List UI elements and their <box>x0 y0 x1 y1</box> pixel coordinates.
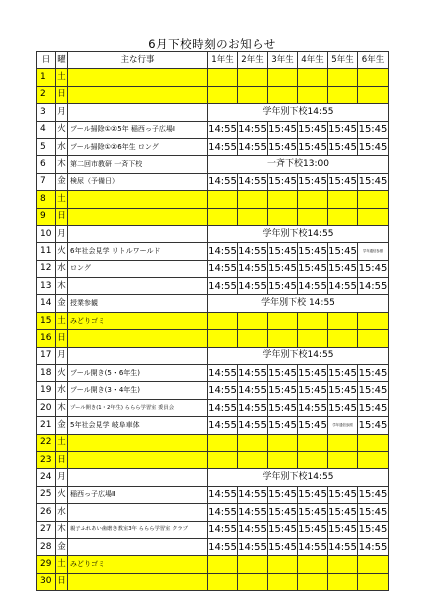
table-row <box>37 225 389 242</box>
weekday-cell: 水 <box>56 138 68 155</box>
time-cell-grade-4: 15:45 <box>298 486 328 503</box>
time-cell-grade-3: 15:45 <box>268 504 298 521</box>
time-cell-grade-5: 15:45 <box>328 365 358 382</box>
weekday-cell: 日 <box>56 330 68 347</box>
time-cell-grade-2 <box>238 86 268 103</box>
event-cell <box>68 69 208 86</box>
time-cell-grade-3: 15:45 <box>268 382 298 399</box>
time-cell-grade-6 <box>358 573 389 590</box>
event-cell <box>68 278 208 295</box>
time-cell-grade-1 <box>208 573 238 590</box>
time-cell-grade-3 <box>268 434 298 451</box>
time-cell-grade-5: 15:45 <box>328 173 358 190</box>
weekday-cell: 木 <box>56 278 68 295</box>
header-grade-6: 6年生 <box>358 52 389 69</box>
time-cell-grade-2 <box>238 451 268 468</box>
table-row <box>37 347 389 364</box>
event-cell <box>68 573 208 590</box>
time-cell-grade-6: 14:55 <box>358 278 389 295</box>
time-cell-grade-2 <box>238 330 268 347</box>
dismissal-span-cell <box>208 469 389 486</box>
time-cell-grade-1: 14:55 <box>208 538 238 555</box>
time-cell-grade-4: 15:45 <box>298 243 328 260</box>
time-cell-grade-6: 14:55 <box>358 538 389 555</box>
event-cell <box>68 191 208 208</box>
time-cell-grade-1: 14:55 <box>208 138 238 155</box>
time-cell-grade-6: 15:45 <box>358 486 389 503</box>
weekday-cell: 土 <box>56 69 68 86</box>
time-cell-grade-2: 14:55 <box>238 417 268 434</box>
header-day: 日 <box>37 52 56 69</box>
table-row <box>37 69 389 86</box>
time-cell-grade-4 <box>298 69 328 86</box>
time-cell-grade-6 <box>358 451 389 468</box>
day-cell: 19 <box>37 382 56 399</box>
time-cell-grade-2 <box>238 312 268 329</box>
time-cell-grade-3: 15:45 <box>268 173 298 190</box>
dismissal-span-cell <box>208 104 389 121</box>
time-cell-grade-4 <box>298 330 328 347</box>
event-cell: 第二回市教研 一斉下校 <box>68 156 208 173</box>
day-cell: 25 <box>37 486 56 503</box>
weekday-cell: 月 <box>56 225 68 242</box>
day-cell: 15 <box>37 312 56 329</box>
time-cell-grade-1 <box>208 330 238 347</box>
time-cell-grade-2: 14:55 <box>238 382 268 399</box>
weekday-cell: 月 <box>56 104 68 121</box>
time-cell-grade-4: 15:45 <box>298 260 328 277</box>
time-cell-grade-4: 15:45 <box>298 173 328 190</box>
header-grade-5: 5年生 <box>328 52 358 69</box>
time-cell-grade-5: 14:55 <box>328 278 358 295</box>
day-cell: 24 <box>37 469 56 486</box>
weekday-cell: 金 <box>56 538 68 555</box>
time-cell-grade-3: 15:45 <box>268 417 298 434</box>
weekday-cell: 金 <box>56 173 68 190</box>
time-cell-grade-4 <box>298 86 328 103</box>
time-cell-grade-5 <box>328 86 358 103</box>
time-cell-grade-6: 15:45 <box>358 365 389 382</box>
time-cell-grade-1: 14:55 <box>208 486 238 503</box>
time-cell-grade-6: 15:45 <box>358 173 389 190</box>
event-cell <box>68 451 208 468</box>
time-cell-grade-1 <box>208 191 238 208</box>
header-grade-3: 3年生 <box>268 52 298 69</box>
dismissal-span-cell <box>208 225 389 242</box>
table-row <box>37 295 389 312</box>
time-cell-grade-3 <box>268 312 298 329</box>
time-cell-grade-2: 14:55 <box>238 121 268 138</box>
day-cell: 23 <box>37 451 56 468</box>
time-cell-grade-5 <box>328 556 358 573</box>
event-cell: 6年社会見学 リトルワールド <box>68 243 208 260</box>
time-cell-grade-5 <box>328 208 358 225</box>
time-cell-grade-1 <box>208 451 238 468</box>
time-cell-grade-2 <box>238 573 268 590</box>
time-cell-grade-6 <box>358 434 389 451</box>
time-cell-grade-5: 15:45 <box>328 399 358 416</box>
time-cell-grade-6: 15:45 <box>358 504 389 521</box>
weekday-cell: 土 <box>56 556 68 573</box>
table-row <box>37 312 389 329</box>
dismissal-span-text: 学年別下校14:55 <box>262 228 334 239</box>
time-cell-grade-5 <box>328 434 358 451</box>
header-weekday: 曜 <box>56 52 68 69</box>
day-cell: 9 <box>37 208 56 225</box>
time-cell-grade-3 <box>268 573 298 590</box>
time-cell-grade-4 <box>298 312 328 329</box>
table-row <box>37 434 389 451</box>
time-cell-grade-6 <box>358 208 389 225</box>
event-cell: プール開き(1・2年生) ららら学習室 委員会 <box>68 399 208 416</box>
time-cell-grade-4 <box>298 451 328 468</box>
table-row <box>37 330 389 347</box>
time-cell-grade-5: 学年通信参照 <box>328 417 358 434</box>
event-cell <box>68 434 208 451</box>
time-cell-grade-2 <box>238 434 268 451</box>
time-cell-grade-4 <box>298 573 328 590</box>
time-cell-grade-3 <box>268 86 298 103</box>
time-cell-grade-3 <box>268 451 298 468</box>
table-row <box>37 156 389 173</box>
dismissal-span-cell <box>208 156 389 173</box>
weekday-cell: 火 <box>56 486 68 503</box>
weekday-cell: 月 <box>56 469 68 486</box>
time-cell-grade-3: 15:45 <box>268 121 298 138</box>
event-cell <box>68 104 208 121</box>
event-cell: みどりゴミ <box>68 312 208 329</box>
event-cell <box>68 347 208 364</box>
dismissal-span-text: 学年別下校14:55 <box>262 472 334 483</box>
time-cell-grade-1: 14:55 <box>208 382 238 399</box>
event-cell: プール掃除①②6年生 ロング <box>68 138 208 155</box>
day-cell: 26 <box>37 504 56 521</box>
time-cell-grade-4 <box>298 434 328 451</box>
day-cell: 14 <box>37 295 56 312</box>
time-cell-grade-4: 15:45 <box>298 504 328 521</box>
table-row <box>37 417 389 434</box>
event-cell: プール開き(3・4年生) <box>68 382 208 399</box>
weekday-cell: 水 <box>56 504 68 521</box>
time-cell-grade-5: 14:55 <box>328 538 358 555</box>
time-cell-grade-3: 15:45 <box>268 486 298 503</box>
table-row <box>37 556 389 573</box>
time-cell-grade-2 <box>238 208 268 225</box>
table-row <box>37 538 389 555</box>
table-row <box>37 278 389 295</box>
time-cell-grade-4: 14:55 <box>298 538 328 555</box>
day-cell: 2 <box>37 86 56 103</box>
weekday-cell: 金 <box>56 295 68 312</box>
day-cell: 11 <box>37 243 56 260</box>
weekday-cell: 土 <box>56 434 68 451</box>
weekday-cell: 金 <box>56 417 68 434</box>
time-cell-grade-1: 14:55 <box>208 521 238 538</box>
time-cell-grade-4: 15:45 <box>298 138 328 155</box>
time-cell-grade-5: 15:45 <box>328 486 358 503</box>
time-cell-grade-3 <box>268 191 298 208</box>
time-cell-grade-5 <box>328 330 358 347</box>
time-cell-grade-1 <box>208 434 238 451</box>
day-cell: 10 <box>37 225 56 242</box>
weekday-cell: 土 <box>56 191 68 208</box>
schedule-table <box>36 51 389 591</box>
time-cell-grade-3: 15:45 <box>268 260 298 277</box>
time-cell-grade-6: 15:45 <box>358 121 389 138</box>
weekday-cell: 水 <box>56 260 68 277</box>
time-cell-grade-1: 14:55 <box>208 260 238 277</box>
time-cell-grade-3 <box>268 208 298 225</box>
day-cell: 27 <box>37 521 56 538</box>
event-cell: 検尿（予備日） <box>68 173 208 190</box>
day-cell: 8 <box>37 191 56 208</box>
time-cell-grade-5 <box>328 191 358 208</box>
time-cell-grade-3: 15:45 <box>268 138 298 155</box>
table-row <box>37 451 389 468</box>
event-cell <box>68 504 208 521</box>
time-cell-grade-4: 15:45 <box>298 365 328 382</box>
weekday-cell: 水 <box>56 382 68 399</box>
day-cell: 28 <box>37 538 56 555</box>
time-cell-grade-1 <box>208 312 238 329</box>
time-cell-grade-6: 15:45 <box>358 382 389 399</box>
weekday-cell: 木 <box>56 399 68 416</box>
event-cell: 5年社会見学 岐阜車体 <box>68 417 208 434</box>
time-cell-grade-1 <box>208 208 238 225</box>
time-cell-grade-6: 15:45 <box>358 260 389 277</box>
time-cell-grade-5: 15:45 <box>328 521 358 538</box>
time-cell-grade-2: 14:55 <box>238 504 268 521</box>
event-cell: プール掃除①②5年 稲西っ子広場Ⅰ <box>68 121 208 138</box>
time-cell-grade-3 <box>268 330 298 347</box>
table-row <box>37 191 389 208</box>
table-row <box>37 365 389 382</box>
time-cell-grade-2 <box>238 69 268 86</box>
time-cell-grade-1: 14:55 <box>208 417 238 434</box>
day-cell: 6 <box>37 156 56 173</box>
time-cell-grade-4: 14:55 <box>298 399 328 416</box>
time-cell-grade-1 <box>208 86 238 103</box>
time-cell-grade-1: 14:55 <box>208 365 238 382</box>
header-events: 主な行事 <box>68 52 208 69</box>
day-cell: 3 <box>37 104 56 121</box>
table-row <box>37 121 389 138</box>
time-cell-grade-5 <box>328 451 358 468</box>
table-row <box>37 469 389 486</box>
weekday-cell: 木 <box>56 521 68 538</box>
event-cell <box>68 208 208 225</box>
weekday-cell: 日 <box>56 451 68 468</box>
table-row <box>37 382 389 399</box>
day-cell: 7 <box>37 173 56 190</box>
day-cell: 18 <box>37 365 56 382</box>
time-cell-grade-3: 15:45 <box>268 243 298 260</box>
time-cell-grade-2: 14:55 <box>238 521 268 538</box>
time-cell-grade-6 <box>358 69 389 86</box>
table-row <box>37 573 389 590</box>
table-row <box>37 504 389 521</box>
table-row <box>37 521 389 538</box>
dismissal-span-cell <box>208 347 389 364</box>
time-cell-grade-5: 15:45 <box>328 260 358 277</box>
time-cell-grade-2 <box>238 191 268 208</box>
table-row <box>37 208 389 225</box>
day-cell: 30 <box>37 573 56 590</box>
time-cell-grade-2: 14:55 <box>238 243 268 260</box>
time-cell-grade-3: 15:45 <box>268 278 298 295</box>
table-row <box>37 138 389 155</box>
time-cell-grade-1 <box>208 69 238 86</box>
time-cell-grade-1: 14:55 <box>208 121 238 138</box>
time-cell-grade-6 <box>358 191 389 208</box>
table-row <box>37 173 389 190</box>
time-cell-grade-3: 15:45 <box>268 399 298 416</box>
time-cell-grade-5: 15:45 <box>328 121 358 138</box>
time-cell-grade-3 <box>268 556 298 573</box>
dismissal-span-text: 学年別下校14:55 <box>262 106 334 117</box>
time-cell-grade-1: 14:55 <box>208 243 238 260</box>
schedule-body <box>37 69 389 591</box>
day-cell: 20 <box>37 399 56 416</box>
time-cell-grade-2: 14:55 <box>238 365 268 382</box>
header-row <box>37 52 389 69</box>
page-title: 6月下校時刻のお知らせ <box>148 37 276 51</box>
time-cell-grade-6: 15:45 <box>358 521 389 538</box>
time-cell-grade-2: 14:55 <box>238 278 268 295</box>
time-cell-grade-3: 15:45 <box>268 365 298 382</box>
event-cell: 稲西っ子広場Ⅱ <box>68 486 208 503</box>
time-cell-grade-1: 14:55 <box>208 173 238 190</box>
day-cell: 4 <box>37 121 56 138</box>
time-cell-grade-5: 15:45 <box>328 243 358 260</box>
day-cell: 5 <box>37 138 56 155</box>
time-cell-grade-4: 15:45 <box>298 521 328 538</box>
time-cell-grade-5 <box>328 573 358 590</box>
day-cell: 12 <box>37 260 56 277</box>
table-row <box>37 104 389 121</box>
time-cell-grade-4: 14:55 <box>298 278 328 295</box>
weekday-cell: 火 <box>56 365 68 382</box>
time-cell-grade-6: 15:45 <box>358 138 389 155</box>
day-cell: 22 <box>37 434 56 451</box>
day-cell: 16 <box>37 330 56 347</box>
time-cell-grade-3 <box>268 69 298 86</box>
weekday-cell: 日 <box>56 86 68 103</box>
weekday-cell: 火 <box>56 121 68 138</box>
day-cell: 13 <box>37 278 56 295</box>
time-cell-grade-2: 14:55 <box>238 538 268 555</box>
time-cell-grade-5: 15:45 <box>328 382 358 399</box>
time-cell-grade-4 <box>298 208 328 225</box>
table-row <box>37 260 389 277</box>
time-cell-grade-6 <box>358 86 389 103</box>
weekday-cell: 木 <box>56 156 68 173</box>
event-cell <box>68 86 208 103</box>
header-grade-1: 1年生 <box>208 52 238 69</box>
time-cell-grade-5 <box>328 312 358 329</box>
time-cell-grade-1: 14:55 <box>208 399 238 416</box>
weekday-cell: 火 <box>56 243 68 260</box>
time-cell-grade-2: 14:55 <box>238 399 268 416</box>
time-cell-grade-5: 15:45 <box>328 138 358 155</box>
time-cell-grade-4 <box>298 556 328 573</box>
day-cell: 29 <box>37 556 56 573</box>
event-cell <box>68 225 208 242</box>
time-cell-grade-6 <box>358 330 389 347</box>
event-cell: プール開き(5・6年生) <box>68 365 208 382</box>
time-cell-grade-3: 15:45 <box>268 538 298 555</box>
day-cell: 21 <box>37 417 56 434</box>
time-cell-grade-2 <box>238 556 268 573</box>
time-cell-grade-2: 14:55 <box>238 260 268 277</box>
event-cell <box>68 538 208 555</box>
time-cell-grade-5: 15:45 <box>328 504 358 521</box>
time-cell-grade-1: 14:55 <box>208 278 238 295</box>
time-cell-grade-6: 学年通信参照 <box>358 243 389 260</box>
day-cell: 1 <box>37 69 56 86</box>
header-grade-2: 2年生 <box>238 52 268 69</box>
time-cell-grade-6: 15:45 <box>358 417 389 434</box>
dismissal-span-text: 学年別下校14:55 <box>262 350 334 361</box>
time-cell-grade-1: 14:55 <box>208 504 238 521</box>
weekday-cell: 月 <box>56 347 68 364</box>
event-cell: 親子ふれあい歯磨き教室3年 ららら学習室 クラブ <box>68 521 208 538</box>
time-cell-grade-4: 15:45 <box>298 417 328 434</box>
dismissal-span-text: 学年別下校 14:55 <box>261 298 335 309</box>
time-cell-grade-3: 15:45 <box>268 521 298 538</box>
table-row <box>37 399 389 416</box>
table-row <box>37 243 389 260</box>
weekday-cell: 日 <box>56 573 68 590</box>
time-cell-grade-6 <box>358 556 389 573</box>
time-cell-grade-6: 15:45 <box>358 399 389 416</box>
weekday-cell: 日 <box>56 208 68 225</box>
event-cell <box>68 330 208 347</box>
table-row <box>37 486 389 503</box>
time-cell-grade-4 <box>298 191 328 208</box>
time-cell-grade-2: 14:55 <box>238 138 268 155</box>
event-cell: ロング <box>68 260 208 277</box>
table-row <box>37 86 389 103</box>
weekday-cell: 土 <box>56 312 68 329</box>
time-cell-grade-2: 14:55 <box>238 173 268 190</box>
event-cell: みどりゴミ <box>68 556 208 573</box>
dismissal-span-text: 一斉下校13:00 <box>267 159 329 170</box>
event-cell: 授業参観 <box>68 295 208 312</box>
day-cell: 17 <box>37 347 56 364</box>
event-cell <box>68 469 208 486</box>
time-cell-grade-6 <box>358 312 389 329</box>
time-cell-grade-4: 15:45 <box>298 121 328 138</box>
time-cell-grade-5 <box>328 69 358 86</box>
time-cell-grade-1 <box>208 556 238 573</box>
time-cell-grade-2: 14:55 <box>238 486 268 503</box>
time-cell-grade-4: 15:45 <box>298 382 328 399</box>
header-grade-4: 4年生 <box>298 52 328 69</box>
dismissal-span-cell <box>208 295 389 312</box>
